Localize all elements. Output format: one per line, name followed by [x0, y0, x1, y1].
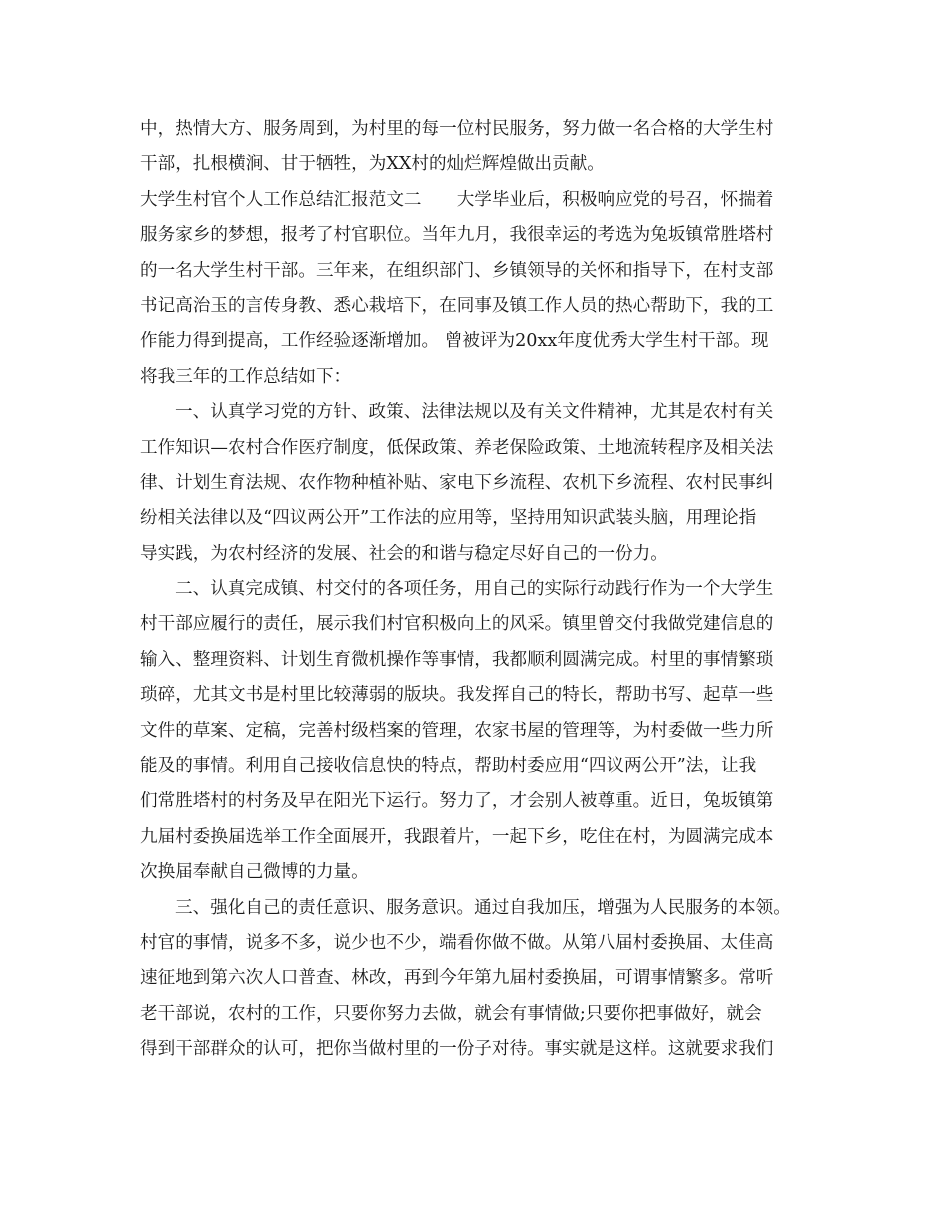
text-line: 中，热情大方、服务周到，为村里的每一位村民服务，努力做一名合格的大学生村 [140, 119, 774, 139]
text-line: 服务家乡的梦想，报考了村官职位。当年九月，我很幸运的考选为兔坂镇常胜塔村 [140, 225, 774, 246]
text-line: 速征地到第六次人口普查、林改，再到今年第九届村委换届，可谓事情繁多。常听 [140, 968, 774, 989]
text-line: 次换届奉献自己微博的力量。 [140, 862, 369, 883]
text-line: 琐碎，尤其文书是村里比较薄弱的版块。我发挥自己的特长，帮助书写、起草一些 [140, 685, 774, 706]
text-line: 得到干部群众的认可，把你当做村里的一份子对待。事实就是这样。这就要求我们 [140, 1039, 774, 1060]
text-line: 文件的草案、定稿，完善村级档案的管理，农家书屋的管理等，为村委做一些力所 [140, 720, 774, 741]
text-line: 导实践，为农村经济的发展、社会的和谐与稳定尽好自己的一份力。 [140, 543, 668, 564]
document-body [140, 112, 820, 1068]
text-line: 纷相关法律以及“四议两公开”工作法的应用等，坚持用知识武装头脑，用理论指 [140, 508, 757, 529]
text-line: 九届村委换届选举工作全面展开，我跟着片，一起下乡，吃住在村，为圆满完成本 [140, 826, 774, 847]
text-line: 作能力得到提高，工作经验逐渐增加。 曾被评为20xx年度优秀大学生村干部。现 [140, 331, 769, 352]
text-line: 工作知识—农村合作医疗制度，低保政策、养老保险政策、土地流转程序及相关法 [140, 437, 774, 458]
text-line: 能及的事情。利用自己接收信息快的特点，帮助村委应用“四议两公开”法，让我 [140, 756, 757, 777]
text-line: 们常胜塔村的村务及早在阳光下运行。努力了，才会别人被尊重。近日，兔坂镇第 [140, 791, 774, 812]
paragraph-first-line: 二、认真完成镇、村交付的各项任务，用自己的实际行动践行作为一个大学生 [175, 579, 774, 600]
paragraph-first-line: 三、强化自己的责任意识、服务意识。通过自我加压，增强为人民服务的本领。 [175, 897, 791, 918]
text-line: 老干部说，农村的工作，只要你努力去做，就会有事情做;只要你把事做好，就会 [140, 1003, 762, 1024]
text-line: 的一名大学生村干部。三年来，在组织部门、乡镇领导的关怀和指导下，在村支部 [140, 260, 774, 281]
text-line: 大学生村官个人工作总结汇报范文二 大学毕业后，积极响应党的号召，怀揣着 [140, 189, 774, 210]
text-line: 书记高治玉的言传身教、悉心栽培下，在同事及镇工作人员的热心帮助下，我的工 [140, 295, 774, 316]
text-line: 村干部应履行的责任，展示我们村官积极向上的风采。镇里曾交付我做党建信息的 [140, 614, 774, 635]
paragraph-first-line: 一、认真学习党的方针、政策、法律法规以及有关文件精神，尤其是农村有关 [175, 402, 774, 423]
text-line: 律、计划生育法规、农作物种植补贴、家电下乡流程、农机下乡流程、农村民事纠 [140, 472, 774, 493]
text-line: 输入、整理资料、计划生育微机操作等事情，我都顺利圆满完成。村里的事情繁琐 [140, 649, 774, 670]
text-line: 将我三年的工作总结如下： [140, 366, 352, 387]
text-line: 干部，扎根横涧、甘于牺牲，为XX村的灿烂辉煌做出贡献。 [140, 154, 605, 175]
text-line: 村官的事情，说多不多，说少也不少，端看你做不做。从第八届村委换届、太佳高 [140, 932, 774, 953]
